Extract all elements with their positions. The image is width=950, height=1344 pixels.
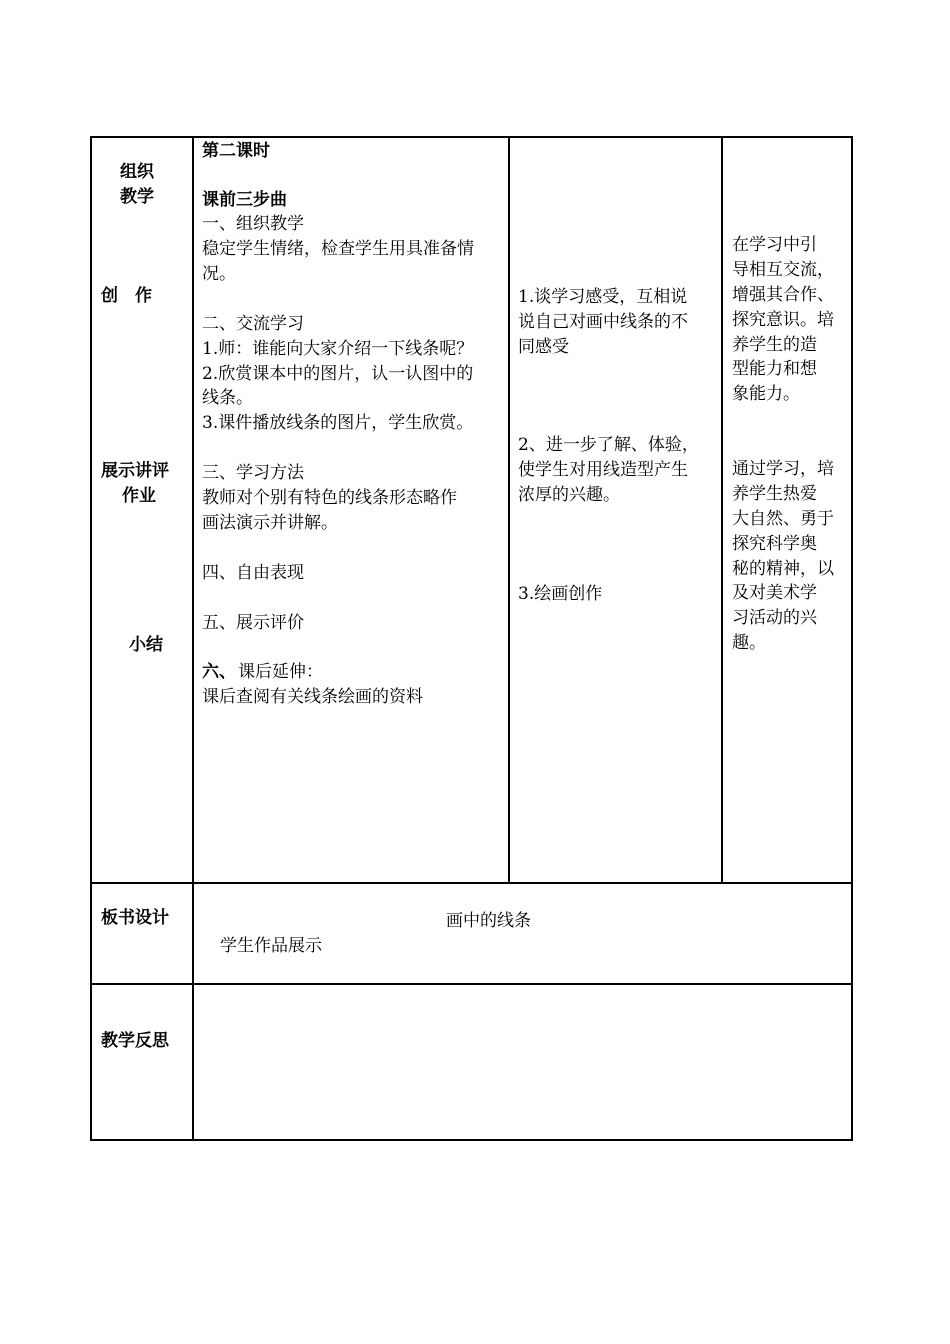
- row-divider-reflection: [90, 983, 853, 985]
- student-line: 使学生对用线造型产生: [518, 460, 688, 480]
- student-line: 同感受: [518, 337, 569, 357]
- intent-line: 养学生热爱: [732, 484, 817, 504]
- table-right-border: [851, 136, 853, 1141]
- process-line: 一、组织教学: [202, 214, 304, 234]
- student-line: 3.绘画创作: [518, 584, 603, 604]
- intent-line: 在学习中引: [732, 235, 817, 255]
- label-fansi: 教学反思: [101, 1031, 169, 1051]
- table-top-border: [90, 136, 853, 138]
- board-line: 学生作品展示: [220, 936, 322, 956]
- intent-line: 探究科学奥: [732, 534, 817, 554]
- board-title: 画中的线条: [446, 911, 531, 931]
- label-banshu: 板书设计: [101, 908, 169, 928]
- label-zhanshi: 展示讲评: [101, 461, 169, 481]
- process-line: 教师对个别有特色的线条形态略作: [202, 488, 457, 508]
- intent-line: 通过学习，培: [732, 459, 834, 479]
- intent-line: 趣。: [732, 633, 766, 653]
- intent-line: 型能力和想: [732, 359, 817, 379]
- process-line: 三、学习方法: [202, 463, 304, 483]
- process-line: 稳定学生情绪，检查学生用具准备情: [202, 239, 474, 259]
- label-zuoye: 作业: [122, 486, 156, 506]
- process-line: 况。: [202, 264, 236, 284]
- column-divider-student: [721, 136, 723, 884]
- intent-line: 秘的精神，以: [732, 559, 834, 579]
- intent-line: 增强其合作、: [732, 285, 834, 305]
- intent-line: 大自然、勇于: [732, 509, 834, 529]
- label-chuangzuo: 创 作: [101, 286, 152, 306]
- intent-line: 养学生的造: [732, 335, 817, 355]
- process-line: 课后查阅有关线条绘画的资料: [202, 687, 423, 707]
- label-zuzhi: 组织: [120, 162, 154, 182]
- row-divider-board: [90, 882, 853, 884]
- process-line: 2.欣赏课本中的图片，认一认图中的: [202, 364, 474, 384]
- intent-line: 导相互交流，: [732, 260, 834, 280]
- student-line: 1.谈学习感受，互相说: [518, 287, 688, 307]
- intent-line: 及对美术学: [732, 583, 817, 603]
- column-divider-process: [508, 136, 510, 884]
- intent-line: 习活动的兴: [732, 608, 817, 628]
- intent-line: 象能力。: [732, 384, 800, 404]
- table-left-border: [90, 136, 92, 1141]
- process-line: 六、: [202, 662, 236, 682]
- student-line: 说自己对画中线条的不: [518, 312, 688, 332]
- student-line: 2、进一步了解、体验，: [518, 435, 699, 455]
- process-line: 画法演示并讲解。: [202, 513, 338, 533]
- process-line: 五、展示评价: [202, 613, 304, 633]
- process-line: 1.师：谁能向大家介绍一下线条呢？: [202, 339, 474, 359]
- label-jiaoxue: 教学: [120, 187, 154, 207]
- process-line: 线条。: [202, 388, 253, 408]
- column-divider-label: [192, 136, 194, 1141]
- table-bottom-border: [90, 1139, 853, 1141]
- process-line: 课后延伸：: [238, 662, 323, 682]
- process-heading: 第二课时: [202, 141, 270, 161]
- intent-line: 探究意识。培: [732, 310, 834, 330]
- process-sub-heading: 课前三步曲: [202, 190, 287, 210]
- label-xiaojie: 小结: [129, 635, 163, 655]
- process-line: 二、交流学习: [202, 314, 304, 334]
- student-line: 浓厚的兴趣。: [518, 485, 620, 505]
- process-line: 四、自由表现: [202, 563, 304, 583]
- process-line: 3.课件播放线条的图片，学生欣赏。: [202, 413, 474, 433]
